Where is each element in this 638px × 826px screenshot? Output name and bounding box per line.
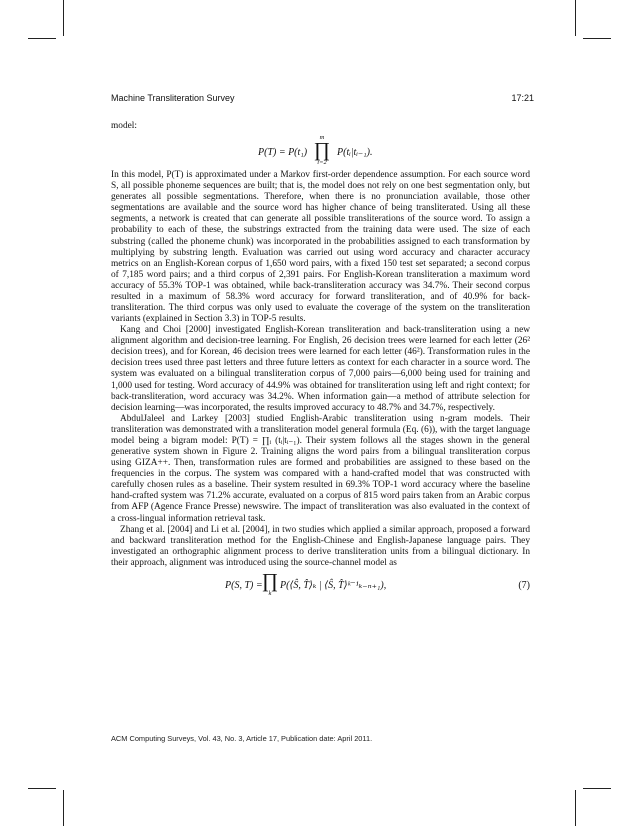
product-symbol: ∏ — [313, 139, 331, 162]
equation-lhs: P(T) = P(t₁) — [258, 147, 308, 159]
running-header — [111, 93, 534, 103]
page-number: 17:21 — [511, 93, 534, 103]
product-lower-limit: k — [268, 589, 272, 597]
product-symbol: ∏ — [261, 569, 279, 592]
paragraph: Kang and Choi [2000] investigated English-Korean transliteration and back-transliteration using a new alignment algorithm and decision-tree learning. For English, 26 decision trees were learned for each letter (26² decision trees), and for Korean, 46 decision trees were learned for each letter (46²). Transformation rules in the decision trees used three past letters and three future letters as context for each character in a source word. The system was evaluated on a bilingual transliteration corpus of 7,000 pairs—6,000 being used for training and 1,000 used for testing. Word accuracy of 44.9% was obtained for transliteration using left and right context; for back-transliteration, word accuracy was 34.2%. When information gain—a method of attribute selection for decision learning—was incorporated, the results improved accuracy to 48.7% and 34.7%, respectively. — [111, 325, 530, 413]
footer-citation: ACM Computing Surveys, Vol. 43, No. 3, Article 17, Publication date: April 2011. — [111, 734, 373, 743]
crop-mark — [63, 0, 64, 36]
crop-mark — [583, 38, 611, 39]
product-operator — [308, 134, 336, 166]
crop-mark — [575, 0, 576, 36]
product-upper-limit: m — [319, 134, 325, 142]
running-title: Machine Transliteration Survey — [111, 93, 235, 103]
lead-text: model: — [111, 121, 137, 131]
equation-rhs: P(tᵢ|tᵢ₋₁). — [337, 147, 373, 159]
equation-source-channel — [111, 571, 530, 603]
equation-rhs: P(⟨Ŝ, T̂⟩ₖ | ⟨Ŝ, T̂⟩ᵏ⁻¹ₖ₋ₙ₊₁), — [280, 579, 387, 591]
paragraph: AbdulJaleel and Larkey [2003] studied English-Arabic transliteration using n-gram models. Their transliteration was demonstrated with a transliteration model general formula (Eq. (6)), with the target language model being a bigram model: P(T) = ∏ᵢ (tᵢ|tᵢ₋₁). Their system follows all the stages shown in the general generative system shown in Figure 2. Training aligns the word pairs from a bilingual transliteration corpus using GIZA++. Then, transformation rules are formed and probabilities are assigned to these based on the frequencies in the corpus. The system was compared with a hand-crafted model that was constructed with carefully chosen rules as a baseline. Their system resulted in 69.3% TOP-1 word accuracy where the baseline hand-crafted system was 71.2% accurate, evaluated on a corpus of 815 word pairs taken from an Arabic corpus from AFP (Agence France Presse) newswire. The impact of transliteration was also evaluated in the context of a cross-lingual information retrieval task. — [111, 413, 530, 524]
product-lower-limit: i=2 — [317, 159, 327, 167]
product-operator — [261, 569, 279, 597]
paragraph: Zhang et al. [2004] and Li et al. [2004], in two studies which applied a similar approach, proposed a forward and backward transliteration method for the English-Chinese and English-Japanese language pairs. They investigated an orthographic alignment process to derive transliteration units from a bilingual dictionary. In their approach, alignment was introduced using the source-channel model as — [111, 524, 530, 568]
crop-mark — [28, 38, 56, 39]
crop-mark — [583, 788, 611, 789]
crop-mark — [28, 788, 56, 789]
crop-mark — [575, 790, 576, 826]
paragraph: In this model, P(T) is approximated under a Markov first-order dependence assumption. For each source word S, all possible phoneme sequences are built; that is, the model does not rely on one best segmentation only, but generates all possible segmentations. Therefore, when there is no pronunciation available, those other segmentations are available and the source word has higher chance of being transliterated. Using all these segments, a network is created that can generate all possible transliterations of the source word. To assign a probability to each of these, the substrings extracted from the training data were used. The size of each substring (called the phoneme chunk) was incorporated in the probabilities assigned to each transformation by multiplying by substring length. Evaluation was carried out using word accuracy and character accuracy metrics on an English-Korean corpus of 1,650 word pairs, with a fixed 150 test set separated; a second corpus of 7,185 word pairs; and a third corpus of 2,391 pairs. For English-Korean transliteration a maximum word accuracy of 55.3% TOP-1 was obtained, while back-transliteration accuracy was 34.7%. Their second corpus resulted in a maximum of 58.3% word accuracy for forward transliteration, and of 40.9% for back-transliteration. The third corpus was only used to evaluate the coverage of the system on the transliteration variants (explained in Section 3.3) in TOP-5 results. — [111, 170, 530, 325]
equation-number: (7) — [518, 579, 530, 591]
crop-mark — [63, 790, 64, 826]
equation-markov — [111, 134, 530, 167]
equation-lhs: P(S, T) = — [225, 579, 263, 591]
page-body — [111, 121, 530, 603]
